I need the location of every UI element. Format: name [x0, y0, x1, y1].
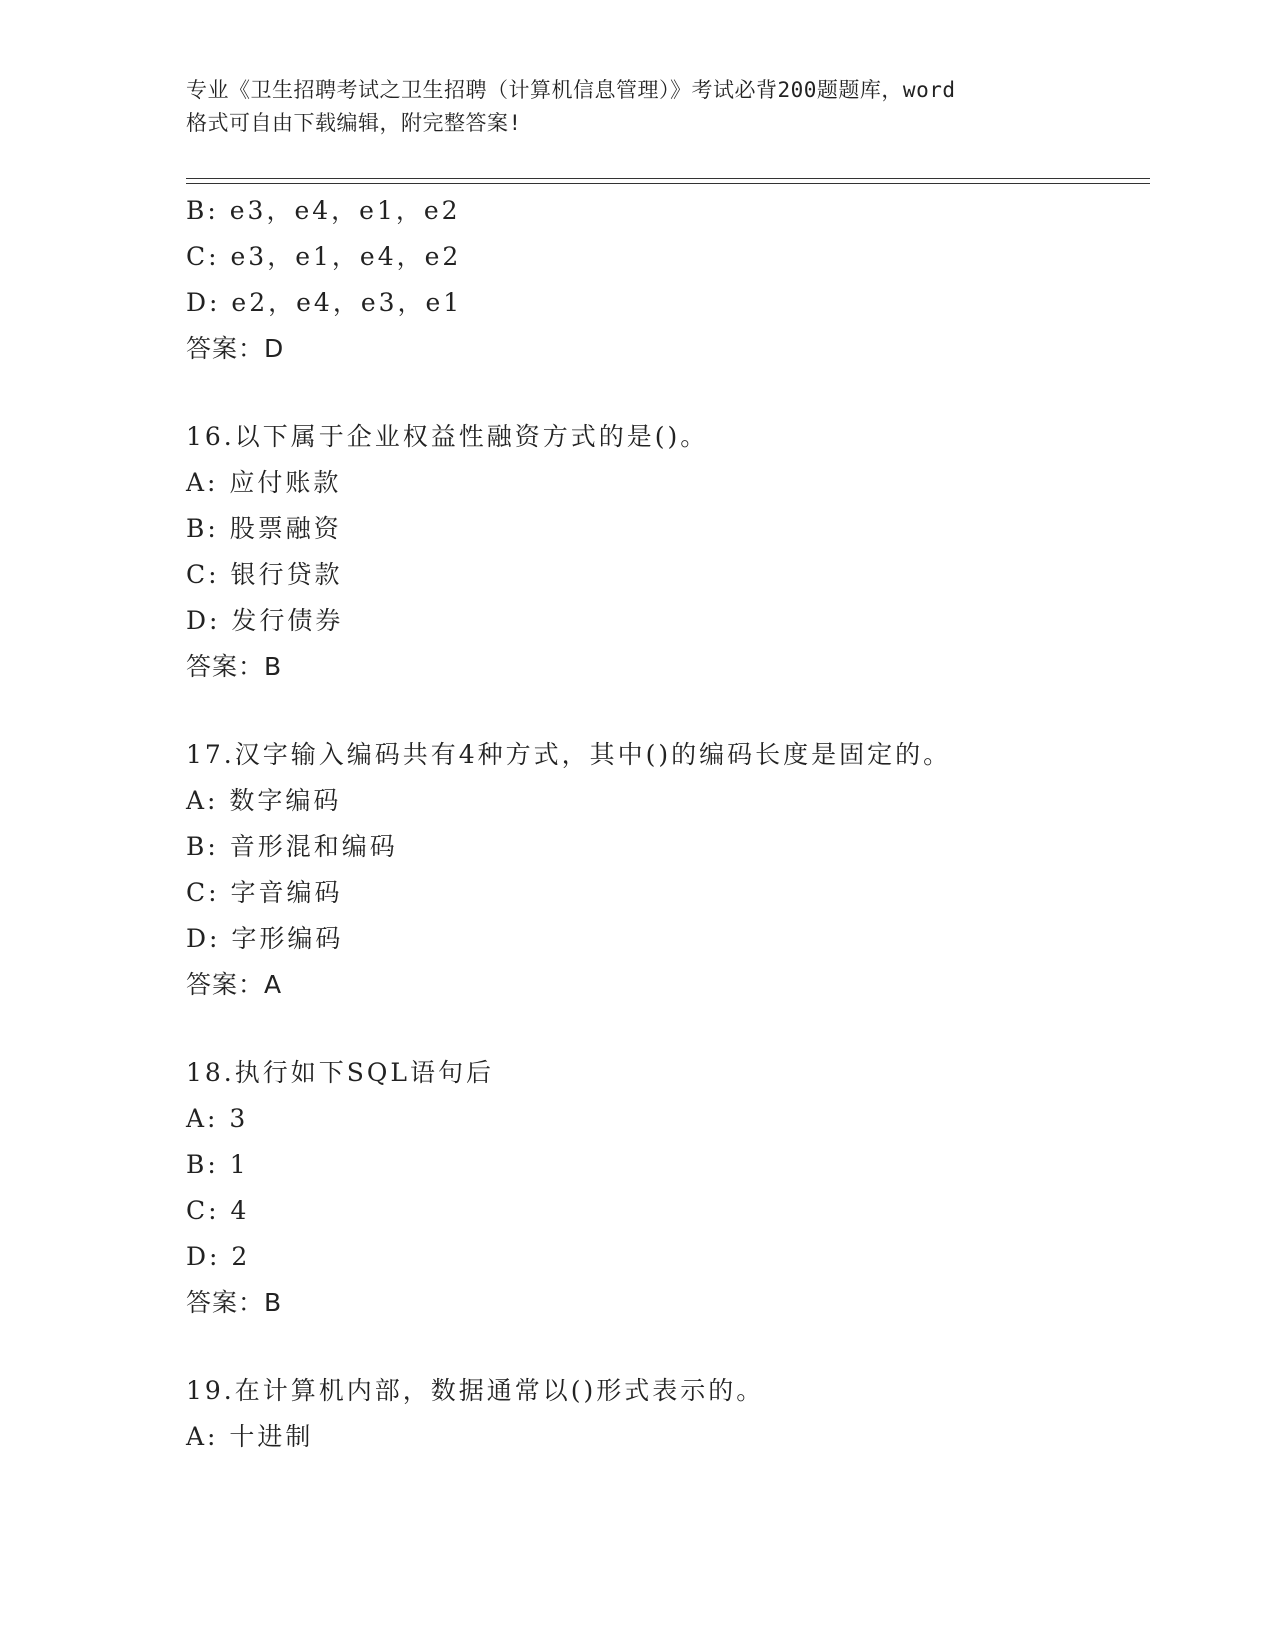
- option-a: A: 十进制: [186, 1422, 314, 1451]
- header-title-line-1: 专业《卫生招聘考试之卫生招聘（计算机信息管理）》考试必背200题题库，word: [186, 78, 956, 102]
- header-divider-top: [186, 178, 1150, 179]
- option-c: C: 字音编码: [186, 878, 343, 907]
- option-d: D: 2: [186, 1242, 251, 1271]
- option-d: D: 发行债券: [186, 606, 344, 635]
- question-stem: 18.执行如下SQL语句后: [186, 1058, 494, 1087]
- option-b: B: 1: [186, 1150, 249, 1179]
- answer-line: 答案：D: [186, 334, 285, 363]
- question-stem: 19.在计算机内部，数据通常以()形式表示的。: [186, 1376, 765, 1405]
- question-18: [186, 1050, 1146, 1326]
- option-a: A: 3: [186, 1104, 249, 1133]
- option-c: C: e3，e1，e4，e2: [186, 242, 462, 271]
- question-16: [186, 414, 1146, 690]
- option-c: C: 4: [186, 1196, 250, 1225]
- option-a: A: 数字编码: [186, 786, 342, 815]
- question-17: [186, 732, 1146, 1008]
- question-stem: 17.汉字输入编码共有4种方式，其中()的编码长度是固定的。: [186, 740, 952, 769]
- answer-line: 答案：B: [186, 1288, 283, 1317]
- option-c: C: 银行贷款: [186, 560, 343, 589]
- document-header: [186, 74, 1086, 140]
- prev-question: [186, 188, 1146, 372]
- header-title-line-2: 格式可自由下载编辑，附完整答案!: [186, 111, 522, 135]
- option-a: A: 应付账款: [186, 468, 342, 497]
- document-body: [186, 188, 1146, 1460]
- answer-line: 答案：B: [186, 652, 283, 681]
- option-b: B: 股票融资: [186, 514, 342, 543]
- header-divider-bottom: [186, 183, 1150, 184]
- question-stem: 16.以下属于企业权益性融资方式的是()。: [186, 422, 709, 451]
- question-19: [186, 1368, 1146, 1460]
- answer-line: 答案：A: [186, 970, 283, 999]
- option-d: D: 字形编码: [186, 924, 344, 953]
- option-b: B: e3，e4，e1，e2: [186, 196, 461, 225]
- option-d: D: e2，e4，e3，e1: [186, 288, 463, 317]
- option-b: B: 音形混和编码: [186, 832, 398, 861]
